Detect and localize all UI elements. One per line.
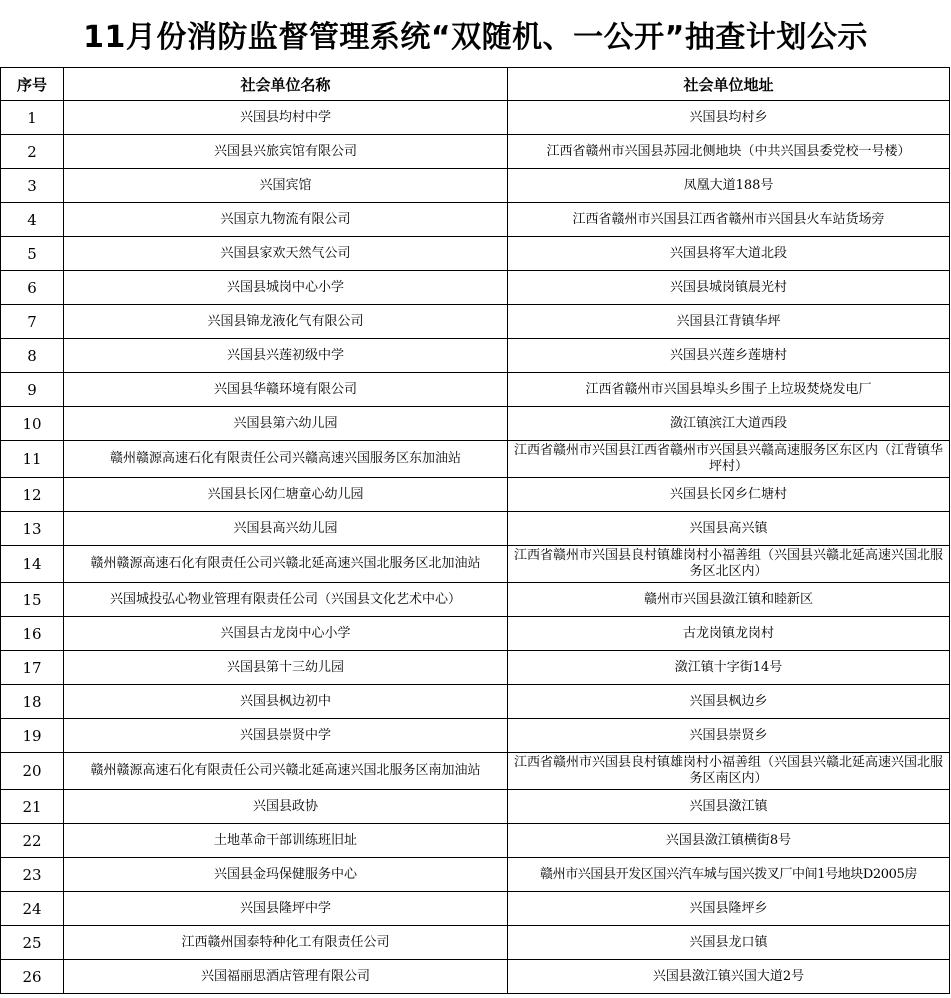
table-header-row xyxy=(1,68,950,101)
unit-name: 兴国城投弘心物业管理有限责任公司（兴国县文化艺术中心） xyxy=(64,583,508,617)
table-row xyxy=(1,719,950,753)
unit-name: 兴国县枫边初中 xyxy=(64,685,508,719)
row-number: 25 xyxy=(1,926,64,960)
unit-name: 兴国京九物流有限公司 xyxy=(64,203,508,237)
row-number: 1 xyxy=(1,101,64,135)
header-address: 社会单位地址 xyxy=(508,68,950,101)
row-number: 6 xyxy=(1,271,64,305)
row-number: 11 xyxy=(1,441,64,478)
row-number: 3 xyxy=(1,169,64,203)
unit-name: 赣州赣源高速石化有限责任公司兴赣北延高速兴国北服务区北加油站 xyxy=(64,546,508,583)
unit-address: 兴国县长冈乡仁塘村 xyxy=(508,478,950,512)
unit-name: 江西赣州国泰特种化工有限责任公司 xyxy=(64,926,508,960)
row-number: 17 xyxy=(1,651,64,685)
table-row xyxy=(1,339,950,373)
unit-address: 江西省赣州市兴国县埠头乡围子上垃圾焚烧发电厂 xyxy=(508,373,950,407)
unit-address: 兴国县城岗镇晨光村 xyxy=(508,271,950,305)
unit-address: 兴国县隆坪乡 xyxy=(508,892,950,926)
header-name: 社会单位名称 xyxy=(64,68,508,101)
unit-address: 凤凰大道188号 xyxy=(508,169,950,203)
table-row xyxy=(1,892,950,926)
row-number: 18 xyxy=(1,685,64,719)
row-number: 7 xyxy=(1,305,64,339)
unit-name: 兴国县长冈仁塘童心幼儿园 xyxy=(64,478,508,512)
unit-address: 江西省赣州市兴国县良村镇雄岗村小福善组（兴国县兴赣北延高速兴国北服务区北区内） xyxy=(508,546,950,583)
unit-name: 兴国县华赣环境有限公司 xyxy=(64,373,508,407)
page-title: 11月份消防监督管理系统“双随机、一公开”抽查计划公示 xyxy=(83,19,868,55)
unit-address: 兴国县潋江镇 xyxy=(508,790,950,824)
table-row xyxy=(1,960,950,994)
table-row xyxy=(1,101,950,135)
unit-name: 兴国县兴莲初级中学 xyxy=(64,339,508,373)
unit-address: 江西省赣州市兴国县良村镇雄岗村小福善组（兴国县兴赣北延高速兴国北服务区南区内） xyxy=(508,753,950,790)
row-number: 14 xyxy=(1,546,64,583)
unit-address: 江西省赣州市兴国县江西省赣州市兴国县火车站货场旁 xyxy=(508,203,950,237)
unit-address: 兴国县枫边乡 xyxy=(508,685,950,719)
row-number: 5 xyxy=(1,237,64,271)
table-row xyxy=(1,407,950,441)
unit-name: 兴国县第六幼儿园 xyxy=(64,407,508,441)
unit-address: 江西省赣州市兴国县江西省赣州市兴国县兴赣高速服务区东区内（江背镇华坪村） xyxy=(508,441,950,478)
row-number: 2 xyxy=(1,135,64,169)
row-number: 19 xyxy=(1,719,64,753)
table-row xyxy=(1,790,950,824)
unit-name: 兴国县家欢天然气公司 xyxy=(64,237,508,271)
table-row xyxy=(1,271,950,305)
unit-address: 兴国县兴莲乡莲塘村 xyxy=(508,339,950,373)
unit-name: 兴国县锦龙液化气有限公司 xyxy=(64,305,508,339)
table-row xyxy=(1,512,950,546)
unit-name: 兴国宾馆 xyxy=(64,169,508,203)
unit-name: 兴国县第十三幼儿园 xyxy=(64,651,508,685)
unit-name: 兴国县古龙岗中心小学 xyxy=(64,617,508,651)
row-number: 13 xyxy=(1,512,64,546)
inspection-plan-table xyxy=(0,67,950,994)
unit-name: 兴国县均村中学 xyxy=(64,101,508,135)
table-row xyxy=(1,651,950,685)
row-number: 4 xyxy=(1,203,64,237)
row-number: 23 xyxy=(1,858,64,892)
unit-address: 江西省赣州市兴国县苏园北侧地块（中共兴国县委党校一号楼） xyxy=(508,135,950,169)
table-row xyxy=(1,824,950,858)
table-row xyxy=(1,858,950,892)
unit-name: 土地革命干部训练班旧址 xyxy=(64,824,508,858)
row-number: 15 xyxy=(1,583,64,617)
unit-address: 兴国县崇贤乡 xyxy=(508,719,950,753)
row-number: 16 xyxy=(1,617,64,651)
unit-address: 兴国县潋江镇兴国大道2号 xyxy=(508,960,950,994)
unit-address: 赣州市兴国县潋江镇和睦新区 xyxy=(508,583,950,617)
unit-address: 潋江镇滨江大道西段 xyxy=(508,407,950,441)
table-row xyxy=(1,926,950,960)
unit-name: 兴国县政协 xyxy=(64,790,508,824)
table-row xyxy=(1,441,950,478)
table-row xyxy=(1,685,950,719)
unit-name: 兴国县城岗中心小学 xyxy=(64,271,508,305)
table-row xyxy=(1,203,950,237)
unit-address: 兴国县均村乡 xyxy=(508,101,950,135)
table-row xyxy=(1,169,950,203)
unit-address: 兴国县龙口镇 xyxy=(508,926,950,960)
row-number: 20 xyxy=(1,753,64,790)
row-number: 21 xyxy=(1,790,64,824)
table-row xyxy=(1,546,950,583)
table-row xyxy=(1,135,950,169)
table-row xyxy=(1,753,950,790)
row-number: 8 xyxy=(1,339,64,373)
unit-name: 兴国县兴旅宾馆有限公司 xyxy=(64,135,508,169)
unit-address: 兴国县潋江镇横街8号 xyxy=(508,824,950,858)
row-number: 26 xyxy=(1,960,64,994)
unit-name: 赣州赣源高速石化有限责任公司兴赣高速兴国服务区东加油站 xyxy=(64,441,508,478)
row-number: 12 xyxy=(1,478,64,512)
unit-address: 兴国县江背镇华坪 xyxy=(508,305,950,339)
unit-name: 兴国县崇贤中学 xyxy=(64,719,508,753)
unit-address: 古龙岗镇龙岗村 xyxy=(508,617,950,651)
unit-address: 赣州市兴国县开发区国兴汽车城与国兴拨叉厂中间1号地块D2005房 xyxy=(508,858,950,892)
unit-name: 兴国县金玛保健服务中心 xyxy=(64,858,508,892)
unit-name: 兴国福丽思酒店管理有限公司 xyxy=(64,960,508,994)
table-row xyxy=(1,305,950,339)
row-number: 22 xyxy=(1,824,64,858)
unit-name: 兴国县高兴幼儿园 xyxy=(64,512,508,546)
row-number: 24 xyxy=(1,892,64,926)
table-row xyxy=(1,373,950,407)
row-number: 9 xyxy=(1,373,64,407)
unit-address: 潋江镇十字街14号 xyxy=(508,651,950,685)
unit-name: 兴国县隆坪中学 xyxy=(64,892,508,926)
unit-address: 兴国县高兴镇 xyxy=(508,512,950,546)
table-row xyxy=(1,617,950,651)
table-row xyxy=(1,583,950,617)
row-number: 10 xyxy=(1,407,64,441)
unit-address: 兴国县将军大道北段 xyxy=(508,237,950,271)
unit-name: 赣州赣源高速石化有限责任公司兴赣北延高速兴国北服务区南加油站 xyxy=(64,753,508,790)
table-row xyxy=(1,237,950,271)
table-row xyxy=(1,478,950,512)
header-no: 序号 xyxy=(1,68,64,101)
